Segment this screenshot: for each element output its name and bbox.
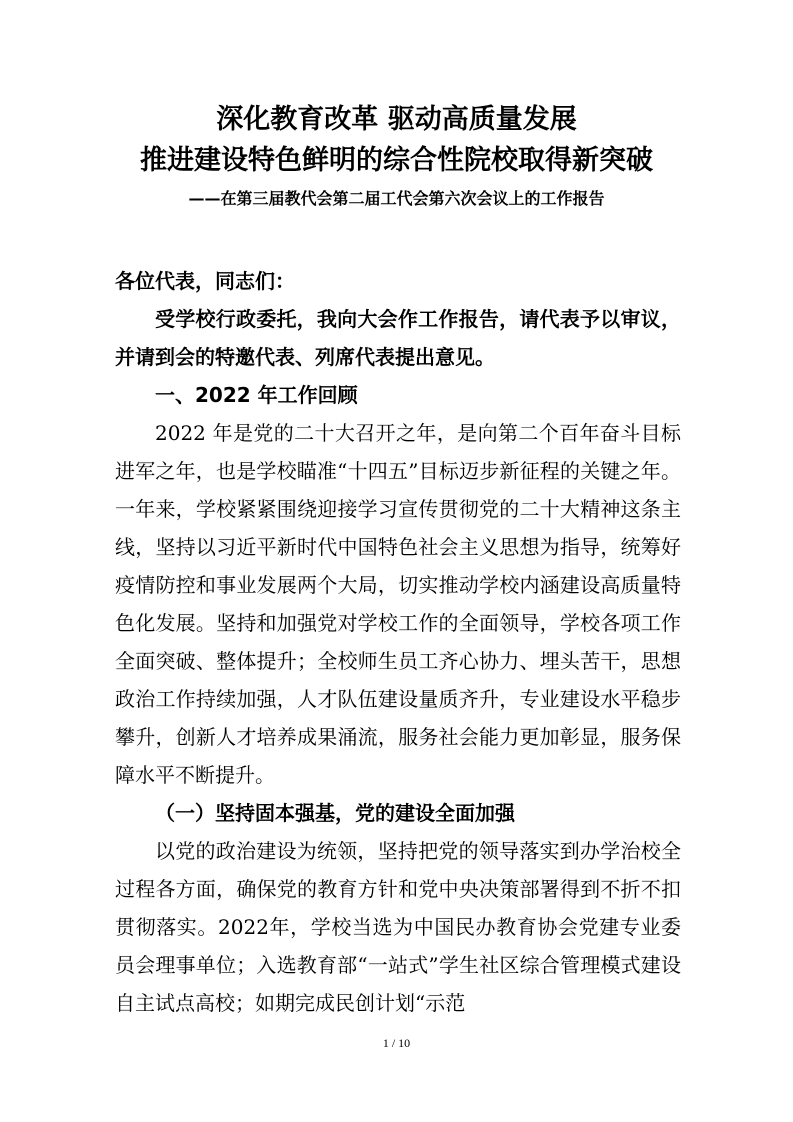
document-body — [115, 262, 681, 1022]
subsection-1-paragraph: 以党的政治建设为统领，坚持把党的领导落实到办学治校全过程各方面，确保党的教育方针和党中央决策部署得到不折不扣贯彻落实。2022年，学校当选为中国民办教育协会党建专业委员会理事单位；入选教育部“一站式”学生社区综合管理模式建设自主试点高校；如期完成民创计划“示范 — [115, 839, 681, 1015]
section-1-paragraph: 2022 年是党的二十大召开之年，是向第二个百年奋斗目标进军之年，也是学校瞄准“十四五”目标迈步新征程的关键之年。一年来，学校紧紧围绕迎接学习宣传贯彻党的二十大精神这条主线，坚持以习近平新时代中国特色社会主义思想为指导，统筹好疫情防控和事业发展两个大局，切实推动学校内涵建设高质量特色化发展。坚持和加强党对学校工作的全面领导，学校各项工作全面突破、整体提升；全校师生员工齐心协力、埋头苦干，思想政治工作持续加强，人才队伍建设量质齐升，专业建设水平稳步攀升，创新人才培养成果涌流，服务社会能力更加彰显，服务保障水平不断提升。 — [115, 421, 681, 787]
salutation: 各位代表，同志们： — [115, 269, 295, 293]
intro-paragraph: 受学校行政委托，我向大会作工作报告，请代表予以审议，并请到会的特邀代表、列席代表提出意见。 — [115, 307, 681, 369]
page-number: 1 / 10 — [382, 1036, 411, 1050]
document-title-line1: 深化教育改革 驱动高质量发展 — [216, 104, 577, 135]
section-heading-1: 一、2022 年工作回顾 — [155, 383, 358, 407]
subsection-heading-1: （一）坚持固本强基，党的建设全面加强 — [155, 801, 515, 825]
document-title-line2: 推进建设特色鲜明的综合性院校取得新突破 — [140, 145, 653, 176]
document-subtitle: ——在第三届教代会第二届工代会第六次会议上的工作报告 — [188, 189, 605, 208]
